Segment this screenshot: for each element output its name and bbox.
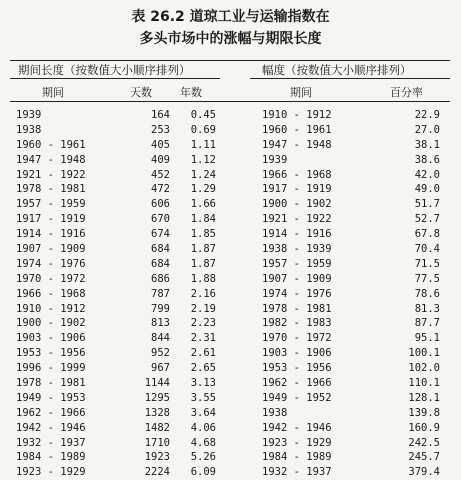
table-row xyxy=(10,465,230,480)
right-section-title: 幅度（按数值大小顺序排列） xyxy=(262,63,412,77)
period-cell: 1947 - 1948 xyxy=(16,153,86,166)
header-rule xyxy=(10,101,450,102)
table-row xyxy=(262,421,452,436)
table-row xyxy=(262,138,452,153)
years-cell: 1.87 xyxy=(190,243,216,256)
table-row xyxy=(10,346,230,361)
days-cell: 1710 xyxy=(144,436,170,449)
right-section-rule xyxy=(250,78,450,79)
period-cell: 1942 - 1946 xyxy=(16,421,86,434)
table-row xyxy=(262,450,452,465)
period-cell: 1910 - 1912 xyxy=(16,302,86,315)
table-row xyxy=(10,272,230,287)
years-cell: 1.11 xyxy=(190,138,216,151)
percent-cell: 51.7 xyxy=(414,198,440,211)
days-cell: 799 xyxy=(151,302,170,315)
table-row xyxy=(10,153,230,168)
table-row xyxy=(262,465,452,480)
period-cell: 1996 - 1999 xyxy=(16,362,86,375)
percent-cell: 42.0 xyxy=(414,168,440,181)
period-cell: 1984 - 1989 xyxy=(16,451,86,464)
top-rule xyxy=(10,60,450,61)
days-cell: 1923 xyxy=(144,451,170,464)
table-row xyxy=(10,287,230,302)
years-cell: 2.65 xyxy=(190,362,216,375)
table-row xyxy=(10,138,230,153)
period-cell: 1953 - 1956 xyxy=(16,347,86,360)
table-row xyxy=(10,376,230,391)
period-cell: 1957 - 1959 xyxy=(262,257,332,270)
days-cell: 164 xyxy=(151,109,170,121)
percent-cell: 22.9 xyxy=(414,109,440,121)
period-cell: 1914 - 1916 xyxy=(16,228,86,241)
days-cell: 684 xyxy=(151,257,170,270)
table-row xyxy=(262,257,452,272)
period-cell: 1962 - 1966 xyxy=(262,377,332,390)
percent-cell: 110.1 xyxy=(408,377,440,390)
table-row xyxy=(10,212,230,227)
table-row xyxy=(262,302,452,317)
years-cell: 1.85 xyxy=(190,228,216,241)
period-cell: 1900 - 1902 xyxy=(262,198,332,211)
period-cell: 1907 - 1909 xyxy=(16,243,86,256)
days-cell: 674 xyxy=(151,228,170,241)
table-row xyxy=(10,450,230,465)
days-cell: 409 xyxy=(151,153,170,166)
period-cell: 1923 - 1929 xyxy=(16,466,86,479)
table-row xyxy=(10,182,230,197)
period-cell: 1970 - 1972 xyxy=(262,332,332,345)
period-cell: 1900 - 1902 xyxy=(16,317,86,330)
table-row xyxy=(262,197,452,212)
days-cell: 844 xyxy=(151,332,170,345)
percent-cell: 379.4 xyxy=(408,466,440,479)
table-row xyxy=(10,302,230,317)
table-row xyxy=(10,391,230,406)
table-row xyxy=(10,436,230,451)
table-row xyxy=(262,287,452,302)
period-cell: 1903 - 1906 xyxy=(262,347,332,360)
period-cell: 1921 - 1922 xyxy=(262,213,332,226)
years-cell: 1.29 xyxy=(190,183,216,196)
period-cell: 1932 - 1937 xyxy=(16,436,86,449)
percent-cell: 100.1 xyxy=(408,347,440,360)
percent-cell: 78.6 xyxy=(414,287,440,300)
period-cell: 1938 xyxy=(16,123,42,136)
percent-cell: 49.0 xyxy=(414,183,440,196)
years-cell: 1.88 xyxy=(190,272,216,285)
period-cell: 1960 - 1961 xyxy=(16,138,86,151)
period-cell: 1932 - 1937 xyxy=(262,466,332,479)
days-cell: 405 xyxy=(151,138,170,151)
days-cell: 253 xyxy=(151,123,170,136)
days-cell: 2224 xyxy=(144,466,170,479)
table-row xyxy=(10,406,230,421)
years-cell: 2.16 xyxy=(190,287,216,300)
period-cell: 1942 - 1946 xyxy=(262,421,332,434)
years-cell: 1.66 xyxy=(190,198,216,211)
days-cell: 1295 xyxy=(144,391,170,404)
percent-cell: 102.0 xyxy=(408,362,440,375)
table-row xyxy=(262,376,452,391)
table-row xyxy=(262,361,452,376)
table-row xyxy=(262,227,452,242)
days-cell: 967 xyxy=(151,362,170,375)
days-cell: 1328 xyxy=(144,406,170,419)
period-cell: 1910 - 1912 xyxy=(262,109,332,121)
table-row xyxy=(262,168,452,183)
period-cell: 1939 xyxy=(16,109,42,121)
table-row xyxy=(262,182,452,197)
period-cell: 1966 - 1968 xyxy=(16,287,86,300)
years-cell: 4.06 xyxy=(190,421,216,434)
period-cell: 1921 - 1922 xyxy=(16,168,86,181)
days-cell: 686 xyxy=(151,272,170,285)
percent-cell: 160.9 xyxy=(408,421,440,434)
period-cell: 1903 - 1906 xyxy=(16,332,86,345)
years-cell: 2.31 xyxy=(190,332,216,345)
period-cell: 1949 - 1953 xyxy=(16,391,86,404)
left-col-years-header: 年数 xyxy=(180,86,202,99)
period-cell: 1917 - 1919 xyxy=(262,183,332,196)
period-cell: 1974 - 1976 xyxy=(16,257,86,270)
percent-cell: 38.6 xyxy=(414,153,440,166)
table-row xyxy=(10,227,230,242)
period-cell: 1938 xyxy=(262,406,288,419)
table-row xyxy=(262,212,452,227)
years-cell: 0.69 xyxy=(190,123,216,136)
years-cell: 1.24 xyxy=(190,168,216,181)
period-cell: 1957 - 1959 xyxy=(16,198,86,211)
period-cell: 1914 - 1916 xyxy=(262,228,332,241)
table-row xyxy=(10,168,230,183)
years-cell: 4.68 xyxy=(190,436,216,449)
days-cell: 684 xyxy=(151,243,170,256)
table-title-line2: 多头市场中的涨幅与期限长度 xyxy=(139,31,322,47)
years-cell: 3.55 xyxy=(190,391,216,404)
percent-cell: 70.4 xyxy=(414,243,440,256)
right-table xyxy=(262,108,452,480)
percent-cell: 77.5 xyxy=(414,272,440,285)
period-cell: 1962 - 1966 xyxy=(16,406,86,419)
percent-cell: 81.3 xyxy=(414,302,440,315)
period-cell: 1949 - 1952 xyxy=(262,391,332,404)
table-row xyxy=(262,436,452,451)
years-cell: 0.45 xyxy=(190,109,216,121)
years-cell: 3.64 xyxy=(190,406,216,419)
days-cell: 1482 xyxy=(144,421,170,434)
period-cell: 1923 - 1929 xyxy=(262,436,332,449)
percent-cell: 52.7 xyxy=(414,213,440,226)
period-cell: 1966 - 1968 xyxy=(262,168,332,181)
percent-cell: 242.5 xyxy=(408,436,440,449)
years-cell: 3.13 xyxy=(190,377,216,390)
left-col-days-header: 天数 xyxy=(130,86,152,99)
table-row xyxy=(262,123,452,138)
period-cell: 1978 - 1981 xyxy=(262,302,332,315)
table-row xyxy=(10,421,230,436)
years-cell: 2.61 xyxy=(190,347,216,360)
years-cell: 6.09 xyxy=(190,466,216,479)
table-title-line1: 表 26.2 道琼工业与运输指数在 xyxy=(131,9,330,25)
left-col-period-header: 期间 xyxy=(42,86,64,99)
left-table xyxy=(10,108,230,480)
table-row xyxy=(10,242,230,257)
period-cell: 1974 - 1976 xyxy=(262,287,332,300)
days-cell: 1144 xyxy=(144,377,170,390)
years-cell: 2.23 xyxy=(190,317,216,330)
period-cell: 1938 - 1939 xyxy=(262,243,332,256)
percent-cell: 139.8 xyxy=(408,406,440,419)
percent-cell: 67.8 xyxy=(414,228,440,241)
table-row xyxy=(10,316,230,331)
years-cell: 1.87 xyxy=(190,257,216,270)
period-cell: 1978 - 1981 xyxy=(16,377,86,390)
days-cell: 670 xyxy=(151,213,170,226)
years-cell: 5.26 xyxy=(190,451,216,464)
left-section-title: 期间长度（按数值大小顺序排列） xyxy=(18,63,191,77)
days-cell: 813 xyxy=(151,317,170,330)
table-row xyxy=(262,346,452,361)
table-row xyxy=(262,153,452,168)
days-cell: 452 xyxy=(151,168,170,181)
table-row xyxy=(10,331,230,346)
period-cell: 1984 - 1989 xyxy=(262,451,332,464)
percent-cell: 128.1 xyxy=(408,391,440,404)
table-row xyxy=(262,108,452,123)
period-cell: 1978 - 1981 xyxy=(16,183,86,196)
period-cell: 1947 - 1948 xyxy=(262,138,332,151)
years-cell: 1.84 xyxy=(190,213,216,226)
days-cell: 787 xyxy=(151,287,170,300)
left-section-rule xyxy=(10,78,220,79)
table-row xyxy=(262,331,452,346)
table-row xyxy=(262,316,452,331)
table-row xyxy=(10,197,230,212)
period-cell: 1970 - 1972 xyxy=(16,272,86,285)
percent-cell: 27.0 xyxy=(414,123,440,136)
percent-cell: 245.7 xyxy=(408,451,440,464)
table-row xyxy=(10,108,230,123)
period-cell: 1982 - 1983 xyxy=(262,317,332,330)
percent-cell: 87.7 xyxy=(414,317,440,330)
percent-cell: 71.5 xyxy=(414,257,440,270)
table-row xyxy=(262,272,452,287)
table-row xyxy=(262,406,452,421)
right-col-period-header: 期间 xyxy=(290,86,312,99)
table-row xyxy=(10,361,230,376)
table-row xyxy=(262,391,452,406)
table-row xyxy=(262,242,452,257)
period-cell: 1939 xyxy=(262,153,288,166)
period-cell: 1907 - 1909 xyxy=(262,272,332,285)
period-cell: 1917 - 1919 xyxy=(16,213,86,226)
period-cell: 1960 - 1961 xyxy=(262,123,332,136)
years-cell: 1.12 xyxy=(190,153,216,166)
days-cell: 606 xyxy=(151,198,170,211)
percent-cell: 38.1 xyxy=(414,138,440,151)
years-cell: 2.19 xyxy=(190,302,216,315)
percent-cell: 95.1 xyxy=(414,332,440,345)
right-col-percent-header: 百分率 xyxy=(390,86,423,99)
table-row xyxy=(10,123,230,138)
days-cell: 472 xyxy=(151,183,170,196)
period-cell: 1953 - 1956 xyxy=(262,362,332,375)
days-cell: 952 xyxy=(151,347,170,360)
table-row xyxy=(10,257,230,272)
